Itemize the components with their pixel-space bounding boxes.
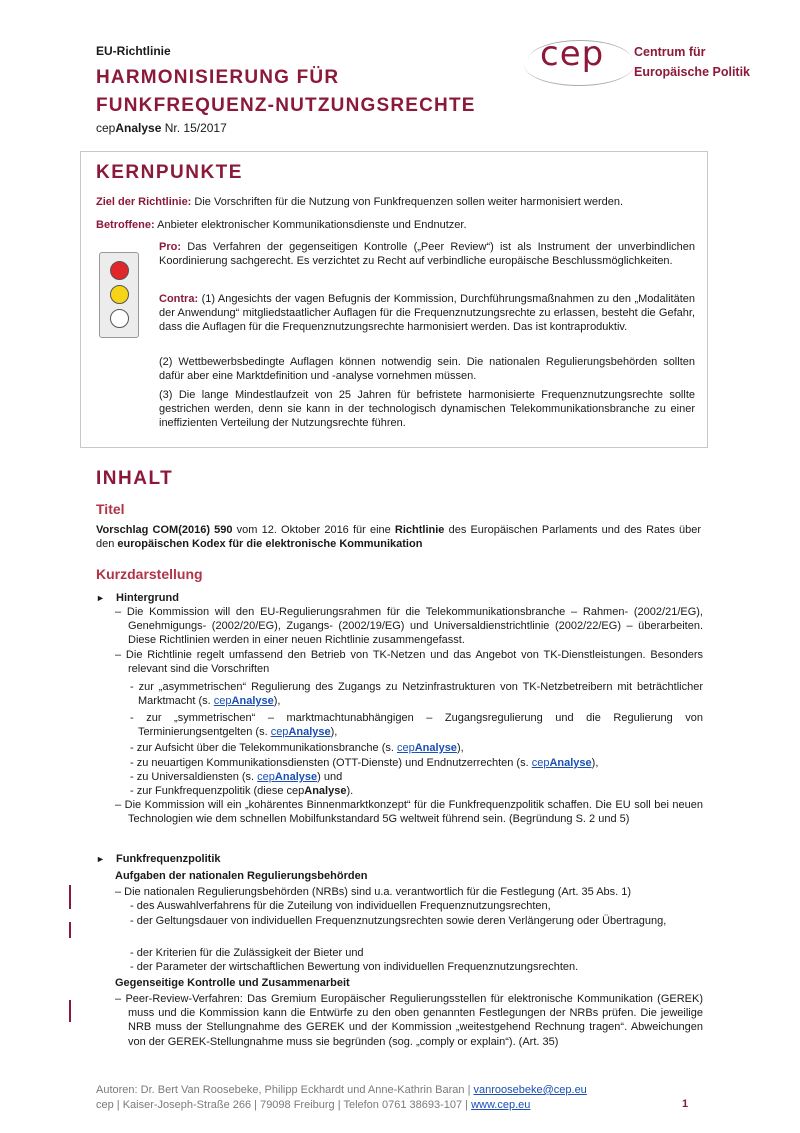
pro-label: Pro: <box>159 241 181 253</box>
gegenseitige-heading: Gegenseitige Kontrolle und Zusammenarbeit <box>115 977 350 989</box>
aufgaben-heading: Aufgaben der nationalen Regulierungsbehörden <box>115 870 368 882</box>
cep-analyse-link[interactable] <box>271 726 331 738</box>
inhalt-heading: INHALT <box>96 468 174 489</box>
title-line-1: HARMONISIERUNG FÜR <box>96 67 340 88</box>
aufgaben-sub-3: - der Kriterien für die Zulässigkeit der Bieter und <box>130 947 364 959</box>
link-cep: cep <box>531 757 550 769</box>
triangle-bullet-icon: ► <box>96 593 105 603</box>
hintergrund-sub-3 <box>130 741 703 755</box>
ziel-line <box>96 195 696 209</box>
sub-4-text: - zu neuartigen Kommunikationsdiensten (OTT-Dienste) und Endnutzerrechten (s. <box>130 757 532 769</box>
hintergrund-label: Hintergrund <box>116 592 179 604</box>
logo-wordmark: cep <box>540 34 605 74</box>
titel-bold-3: europäischen Kodex für die elektronische Kommunikation <box>117 538 423 551</box>
traffic-light-yellow-lamp <box>110 285 129 304</box>
traffic-light-green-lamp <box>110 309 129 328</box>
aufgaben-sub-2: - der Geltungsdauer von individuellen Frequenznutzungsrechten sowie deren Verlängerung oder Übertragung, <box>130 915 667 927</box>
hintergrund-dash-1: – Die Kommission will den EU-Regulierungsrahmen für die Telekommunikationsbranche – Rahmen- (2002/21/EG), Genehmigungs- (2002/20/EG), Zugangs- (2002/19/EG) und Universaldienstrichtlinie (2002/22/EG) – überarbeiten. Diese Richtlinien werden in einer neuen Richtlinie zusammengefasst. <box>115 606 703 647</box>
issue-prefix: cep <box>96 121 116 135</box>
hintergrund-sub-1 <box>130 680 703 708</box>
link-cep: cep <box>270 726 289 739</box>
cep-analyse-link[interactable] <box>397 742 457 754</box>
footer-email-link[interactable]: vanroosebeke@cep.eu <box>473 1084 587 1096</box>
page-number: 1 <box>682 1098 689 1110</box>
hintergrund-dash-2: – Die Richtlinie regelt umfassend den Betrieb von TK-Netzen und das Angebot von TK-Dienstleistungen. Besonders relevant sind die Vorschriften <box>115 649 703 676</box>
issue-number <box>96 121 227 135</box>
titel-heading: Titel <box>96 501 125 517</box>
betroffene-line <box>96 218 696 232</box>
contra-paragraph <box>159 292 695 335</box>
sub-1-end: ), <box>273 695 281 708</box>
pro-text: Das Verfahren der gegenseitigen Kontrolle („Peer Review“) ist als Instrument der unverbindlichen Koordinierung sachgerecht. Es verzichtet zu Recht auf verbindliche europäische Beschlussmöglichkeiten. <box>159 241 695 268</box>
kurzdarstellung-heading: Kurzdarstellung <box>96 566 203 582</box>
contra-label: Contra: <box>159 293 199 305</box>
sub-3-end: ), <box>456 742 464 754</box>
titel-bold-1: Vorschlag COM(2016) 590 <box>96 524 233 536</box>
hintergrund-sub-5 <box>130 770 703 784</box>
logo-text-line-2: Europäische Politik <box>634 65 751 79</box>
titel-text-2: des Europäischen Parlaments und des Rates über den <box>96 524 701 551</box>
issue-suffix: Nr. 15/2017 <box>161 121 227 135</box>
ziel-text: Die Vorschriften für die Nutzung von Funkfrequenzen sollen weiter harmonisiert werden. <box>191 196 624 208</box>
triangle-bullet-icon: ► <box>96 854 105 864</box>
sub-4-end: ), <box>591 757 599 769</box>
hintergrund-sub-6 <box>130 784 703 798</box>
title-line-2: FUNKFREQUENZ-NUTZUNGSRECHTE <box>96 95 476 116</box>
sub-5-end: ) und <box>317 771 343 783</box>
footer-address <box>96 1099 530 1111</box>
gegenseitige-dash-1: – Peer-Review-Verfahren: Das Gremium Europäischer Regulierungsstellen für elektronische Kommunikation (GEREK) muss und die Kommission kann die Entwürfe zu den oben genannten Festlegungen der NRBs prüfen. Die jeweilige NRB muss der Stellungnahme des GEREK und der Kommission „weitestgehend Rechnung tragen“. Abweichungen von der GEREK-Stellungnahme muss sie begründen (sog. „comply or explain“). (Art. 35) <box>115 993 703 1048</box>
cep-analyse-link[interactable] <box>532 757 592 769</box>
footer-address-text: cep | Kaiser-Joseph-Straße 266 | 79098 Freiburg | Telefon 0761 38693-107 | <box>96 1099 472 1111</box>
contra-point-3: (3) Die lange Mindestlaufzeit von 25 Jahren für befristete harmonisierte Frequenznutzungsrechte sollte gestrichen werden, denn sie kann in der technologisch dynamischen Telekommunikationsbranche zu einer ineffizienten Verteilung der Nutzungsrechte führen. <box>159 389 695 430</box>
titel-bold-2: Richtlinie <box>394 524 445 536</box>
traffic-light-icon <box>99 252 139 338</box>
document-type: EU-Richtlinie <box>96 44 171 58</box>
sub-6-bold: Analyse <box>304 785 347 797</box>
aufgaben-dash-1: – Die nationalen Regulierungsbehörden (NRBs) sind u.a. verantwortlich für die Festlegung (Art. 35 Abs. 1) <box>115 886 632 898</box>
hintergrund-sub-2 <box>130 711 703 739</box>
document-title <box>96 64 476 120</box>
pro-paragraph <box>159 240 695 268</box>
betroffene-text: Anbieter elektronischer Kommunikationsdienste und Endnutzer. <box>154 219 467 231</box>
betroffene-label: Betroffene: <box>96 219 155 231</box>
titel-text-1: vom 12. Oktober 2016 für eine <box>232 524 395 536</box>
aufgaben-sub-1: - des Auswahlverfahrens für die Zuteilung von individuellen Frequenznutzungsrechten, <box>130 900 551 912</box>
ziel-label: Ziel der Richtlinie: <box>96 196 192 208</box>
change-marker <box>69 922 71 938</box>
link-analyse: Analyse <box>549 757 592 769</box>
hintergrund-dash-3: – Die Kommission will ein „kohärentes Binnenmarktkonzept“ für die Funkfrequenzpolitik schaffen. Die EU soll bei neuen Technologien wie dem schnellen Mobilfunkstandard 5G weltweit führend sein. (Begründung S. 2 und 5) <box>115 799 703 826</box>
kernpunkte-title: KERNPUNKTE <box>96 162 243 183</box>
link-cep: cep <box>396 742 415 754</box>
contra-point-2: (2) Wettbewerbsbedingte Auflagen können notwendig sein. Die nationalen Regulierungsbehörden sollten dafür aber eine Marktdefinition und -analyse vornehmen müssen. <box>159 356 695 383</box>
link-analyse: Analyse <box>231 695 274 708</box>
bullet-funkfrequenzpolitik <box>96 853 221 865</box>
sub-5-text: - zu Universaldiensten (s. <box>130 771 258 783</box>
link-analyse: Analyse <box>288 726 331 739</box>
sub-3-text: - zur Aufsicht über die Telekommunikationsbranche (s. <box>130 742 397 754</box>
link-cep: cep <box>257 771 275 783</box>
issue-bold: Analyse <box>115 121 162 135</box>
sub-6-text: - zur Funkfrequenzpolitik (diese cep <box>130 785 305 797</box>
traffic-light-red-lamp <box>110 261 129 280</box>
contra-text: (1) Angesichts der vagen Befugnis der Kommission, Durchführungsmaßnahmen zu den „Modalitäten der Anwendung“ mitgliedstaatlicher Auflagen für die Frequenznutzungsrechte zu erlassen, besteht die Gefahr, dass die Auflagen für die Frequenznutzungsrechte harmonisiert werden. Das ist kontraproduktiv. <box>159 293 695 334</box>
link-analyse: Analyse <box>274 771 318 783</box>
footer-authors-text: Autoren: Dr. Bert Van Roosebeke, Philipp Eckhardt und Anne-Kathrin Baran | <box>96 1084 474 1096</box>
link-analyse: Analyse <box>414 742 457 754</box>
aufgaben-sub-4: - der Parameter der wirtschaftlichen Bewertung von individuellen Frequenznutzungsrechten. <box>130 961 579 973</box>
change-marker <box>69 885 71 909</box>
footer-website-link[interactable]: www.cep.eu <box>471 1099 531 1111</box>
hintergrund-sub-4 <box>130 756 703 770</box>
funkfrequenzpolitik-label: Funkfrequenzpolitik <box>116 853 221 865</box>
logo-text-line-1: Centrum für <box>634 45 706 59</box>
bullet-hintergrund <box>96 592 179 604</box>
titel-paragraph <box>96 523 701 551</box>
change-marker <box>69 1000 71 1022</box>
cep-analyse-link[interactable] <box>257 771 317 783</box>
cep-analyse-link[interactable] <box>214 695 274 707</box>
logo-text <box>634 42 750 82</box>
link-cep: cep <box>213 695 232 708</box>
cep-logo <box>520 28 760 88</box>
sub-2-text: - zur „symmetrischen“ – marktmachtunabhängigen – Zugangsregulierung und die Regulierung von Terminierungsentgelten (s. <box>130 712 703 739</box>
sub-2-end: ), <box>330 726 338 739</box>
sub-6-end: ). <box>346 785 354 797</box>
sub-1-text: - zur „asymmetrischen“ Regulierung des Zugangs zu Netzinfrastrukturen von TK-Netzbetreibern mit beträchtlicher Marktmacht (s. <box>130 681 703 708</box>
kernpunkte-box <box>80 151 708 448</box>
footer-authors <box>96 1084 587 1096</box>
